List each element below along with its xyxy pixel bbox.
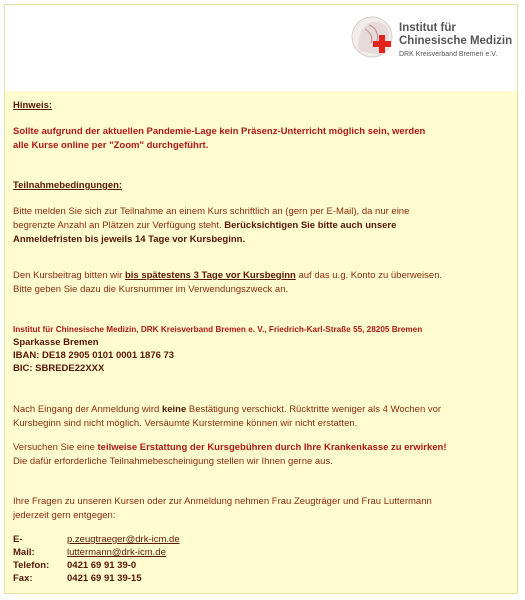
fax-value: 0421 69 91 39-15: [67, 573, 142, 584]
email-link-luttermann[interactable]: luttermann@drk-icm.de: [67, 547, 166, 558]
page: [4, 4, 518, 594]
institute-logo[interactable]: [345, 13, 517, 69]
phone-value: 0421 69 91 39-0: [67, 560, 137, 571]
conditions-paragraph-1: Bitte melden Sie sich zur Teilnahme an einem Kurs schriftlich an (gern per E-Mail), da nur eine begrenzte Anzahl an Plätzen zur Verfügung steht. Berücksichtigen Sie bitte auch unsere Anmeldefristen bis jeweils 14 Tage vor Kursbeginn.: [13, 206, 410, 245]
notice-text: Sollte aufgrund der aktuellen Pandemie-Lage kein Präsenz-Unterricht möglich sein, werden alle Kurse online per "Zoom" durchgeführt.: [13, 126, 426, 151]
email-link-zeugtraeger[interactable]: p.zeugtraeger@drk-icm.de: [67, 534, 180, 545]
notice-heading: Hinweis:: [13, 100, 53, 111]
bank-details: Sparkasse Bremen IBAN: DE18 2905 0101 0001 1876 73 BIC: SBREDE22XXX: [13, 337, 175, 374]
bank-institute: Institut für Chinesische Medizin, DRK Kreisverband Bremen e. V., Friedrich-Karl-Straße 55, 28205 Bremen: [13, 325, 423, 334]
logo-subtitle: DRK Kreisverband Bremen e.V.: [399, 51, 498, 58]
fax-label: Fax:: [13, 573, 33, 584]
phone-label: Telefon:: [13, 560, 50, 571]
email-label: E-Mail:: [13, 534, 35, 558]
tcm-head-cross-icon: [345, 13, 399, 67]
refund-text: Versuchen Sie eine teilweise Erstattung der Kursgebühren durch Ihre Krankenkasse zu erwirken! Die dafür erforderliche Teilnahmebescheinigung stellen wir Ihnen gerne aus.: [13, 442, 447, 467]
header: [5, 5, 517, 91]
logo-title: Institut für Chinesische Medizin: [399, 22, 513, 47]
confirmation-text: Nach Eingang der Anmeldung wird keine Bestätigung verschickt. Rücktritte weniger als 4 Wochen vor Kursbeginn sind nicht möglich. Versäumte Kurstermine können wir nicht erstatten.: [13, 404, 442, 429]
conditions-paragraph-2: Den Kursbeitrag bitten wir bis spätestens 3 Tage vor Kursbeginn auf das u.g. Konto zu überweisen. Bitte geben Sie dazu die Kursnummer im Verwendungszweck an.: [13, 270, 443, 295]
conditions-heading: Teilnahmebedingungen:: [13, 180, 123, 191]
questions-text: Ihre Fragen zu unseren Kursen oder zur Anmeldung nehmen Frau Zeugträger und Frau Luttermann jederzeit gern entgegen:: [13, 496, 432, 521]
